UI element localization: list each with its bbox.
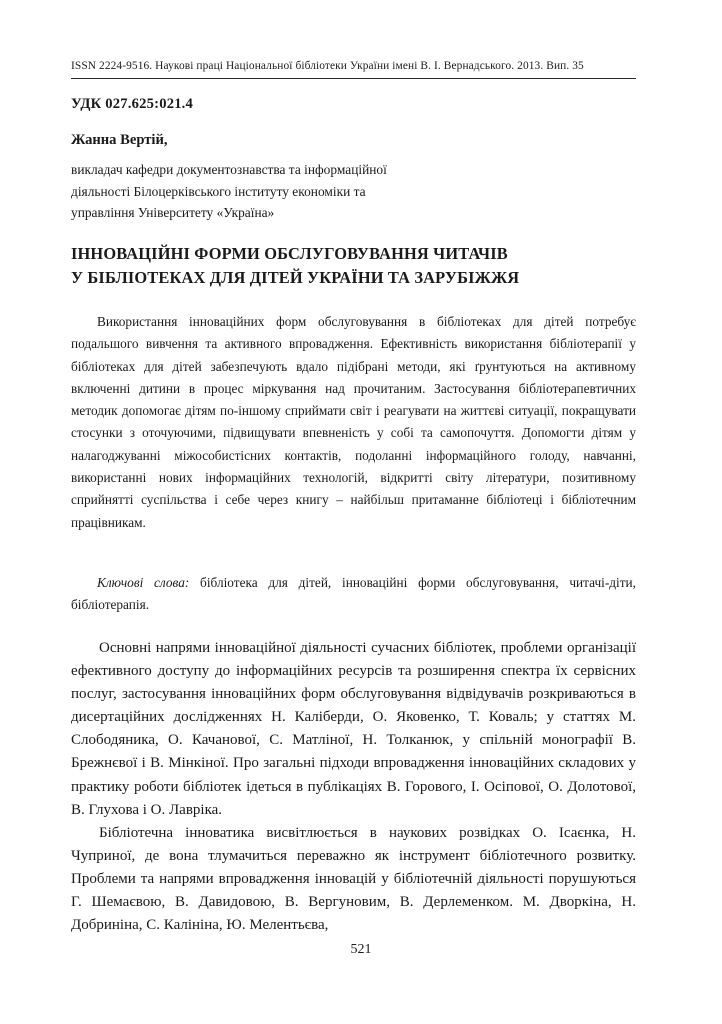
- author-affiliation: [71, 159, 591, 224]
- author-name: Жанна Вертій,: [71, 132, 168, 148]
- article-title-line: ІННОВАЦІЙНІ ФОРМИ ОБСЛУГОВУВАННЯ ЧИТАЧІВ: [71, 244, 508, 263]
- article-title: [71, 242, 651, 290]
- abstract-text: Використання інноваційних форм обслуговування в бібліотеках для дітей потребує подальшого вивчення та активного впровадження. Ефективність використання бібліотерапії у бібліотеках для дітей забезпечують вдало підібрані методи, які ґрунтуються на активному включенні дитини в процес міркування над прочитаним. Застосування бібліотерапевтичних методик допомогає дітям по-іншому сприймати світ і реагувати на життєві ситуації, покращувати стосунки з оточуючими, підвищувати впевненість у собі та самопочуття. Допомогти дітям у налагоджуванні міжособистісних контактів, подоланні інформаційного голоду, навчанні, використанні нових інформаційних технологій, відкритті світу літератури, позитивному сприйнятті суспільства і себе через книгу – найбільш притаманне бібліотеці і бібліотечним працівникам.: [71, 314, 636, 530]
- running-head: ISSN 2224-9516. Наукові праці Національної бібліотеки України імені В. І. Вернадського. 2013. Вип. 35: [71, 60, 584, 72]
- affiliation-line: управління Університету «Україна»: [71, 205, 275, 220]
- affiliation-line: викладач кафедри документознавства та інформаційної: [71, 162, 387, 177]
- keywords-block: [71, 572, 636, 617]
- header-rule: [71, 78, 636, 79]
- keywords-label: Ключові слова:: [97, 575, 190, 590]
- affiliation-line: діяльності Білоцерківського інституту економіки та: [71, 183, 366, 199]
- keywords-text: бібліотека для дітей, інноваційні форми обслуговування, читачі-діти, бібліотерапія.: [71, 575, 636, 613]
- udc-code: УДК 027.625:021.4: [71, 96, 194, 112]
- body-paragraph: Бібліотечна інноватика висвітлюється в наукових розвідках О. Ісаєнка, Н. Чуприної, де вона тлумачиться переважно як інструмент бібліотечного розвитку. Проблеми та напрями впровадження інновацій у бібліотечній діяльності порушуються Г. Шемаєвою, В. Давидовою, В. Вергуновим, В. Дерлеменком. М. Дворкіна, Н. Добриніна, С. Калініна, Ю. Мелентьєва,: [71, 824, 636, 934]
- body-paragraph: Основні напрями інноваційної діяльності сучасних бібліотек, проблеми організації ефективного доступу до інформаційних ресурсів та розширення спектра їх сервісних послуг, застосування інноваційних форм обслуговування відвідувачів розкриваються в дисертаційних дослідженнях Н. Каліберди, О. Яковенко, Т. Коваль; у статтях М. Слободяника, О. Качанової, С. Матліної, Н. Толканюк, у спільній монографії В. Брежнєвої і В. Мінкіної. Про загальні підходи впровадження інноваційних складових у практику роботи бібліотек ідеться в публікаціях В. Горового, І. Осіпової, О. Долотової, В. Глухова і О. Лавріка.: [71, 640, 636, 818]
- body-text: [71, 637, 636, 937]
- page-number: 521: [350, 942, 372, 957]
- article-title-line: У БІБЛІОТЕКАХ ДЛЯ ДІТЕЙ УКРАЇНИ ТА ЗАРУБІЖЖЯ: [71, 268, 520, 287]
